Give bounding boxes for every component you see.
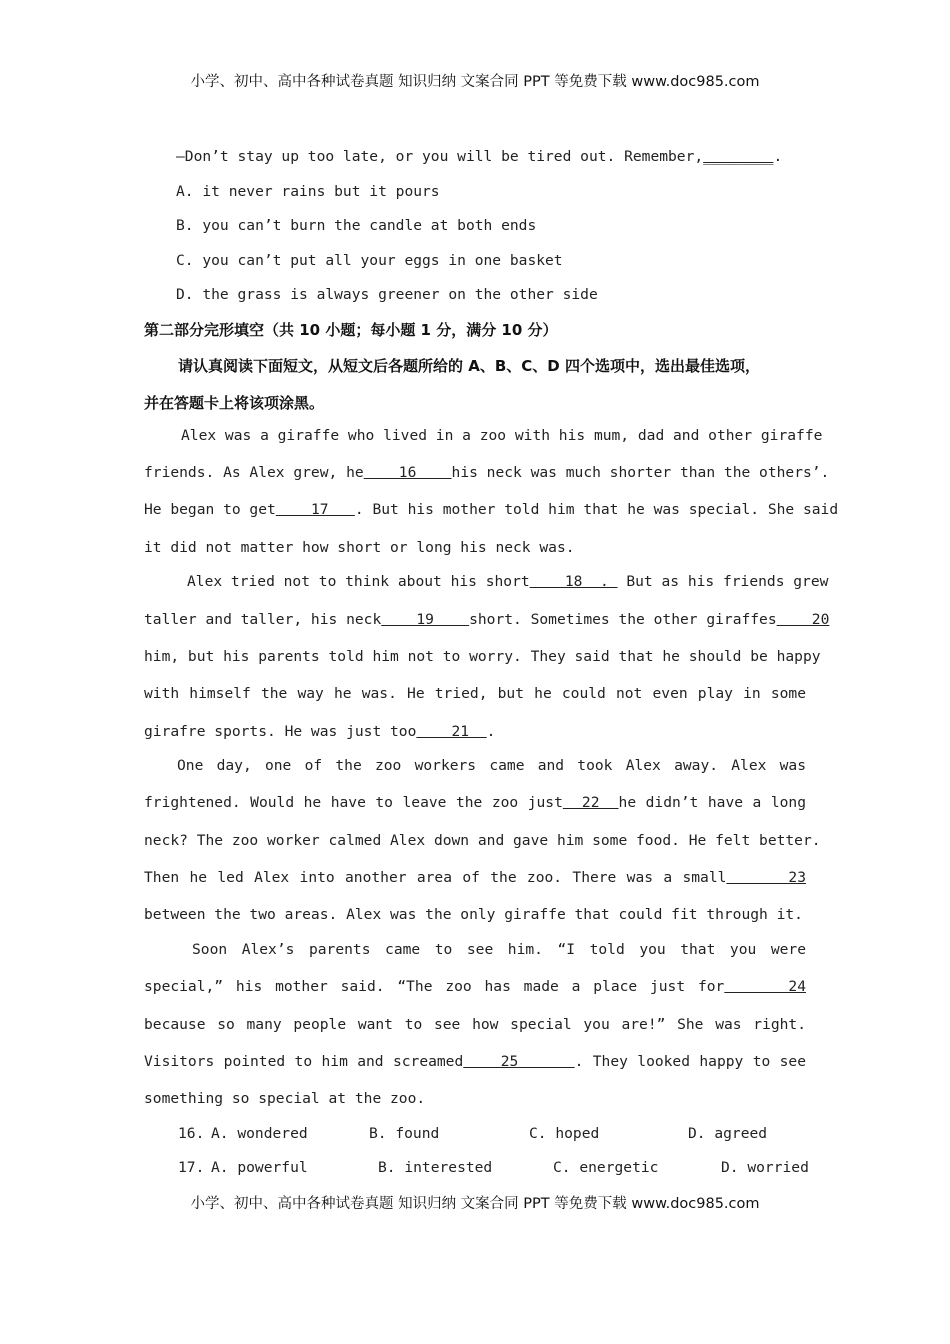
passage-line: because so many people want to see how special you are!” She was right.	[144, 1016, 806, 1033]
q16-option-c: C. hoped	[529, 1125, 600, 1142]
q16-option-a: A. wondered	[211, 1125, 308, 1142]
part2-instruction-line1: 请认真阅读下面短文，从短文后各题所给的 A、B、C、D 四个选项中，选出最佳选项，	[178, 357, 760, 375]
passage-line: taller and taller, his neck 19 short. Sometimes the other giraffes 20	[144, 611, 830, 628]
passage-line: Alex tried not to think about his short 18 . But as his friends grew	[187, 573, 829, 590]
blank-20: 20	[776, 611, 830, 628]
page-footer: 小学、初中、高中各种试卷真题 知识归纳 文案合同 PPT 等免费下载 www.doc985.com	[190, 1196, 760, 1212]
passage-line: friends. As Alex grew, he 16 his neck was much shorter than the others’.	[144, 464, 830, 481]
q17-option-d: D. worried	[721, 1159, 809, 1176]
q15-option-d: D. the grass is always greener on the other side	[176, 286, 598, 303]
passage-line: Then he led Alex into another area of the zoo. There was a small 23	[144, 869, 806, 886]
q15-stem-text: —Don’t stay up too late, or you will be tired out. Remember,	[176, 148, 704, 165]
blank-16: 16	[363, 464, 452, 481]
blank-18: 18 .	[529, 573, 618, 590]
passage-line: it did not matter how short or long his neck was.	[144, 539, 575, 556]
passage-line: girafre sports. He was just too 21 .	[144, 723, 496, 740]
q15-blank: ________	[703, 148, 774, 165]
passage-line: Alex was a giraffe who lived in a zoo with his mum, dad and other giraffe	[181, 427, 823, 444]
blank-25: 25	[463, 1053, 575, 1070]
passage-line: between the two areas. Alex was the only giraffe that could fit through it.	[144, 906, 803, 923]
blank-17: 17	[275, 501, 355, 518]
blank-21: 21	[416, 723, 487, 740]
passage-line: frightened. Would he have to leave the zoo just 22 he didn’t have a long	[144, 794, 806, 811]
q17-option-a: A. powerful	[211, 1159, 308, 1176]
passage-line: something so special at the zoo.	[144, 1090, 426, 1107]
q15-option-c: C. you can’t put all your eggs in one basket	[176, 252, 563, 269]
blank-23: 23	[726, 869, 806, 886]
passage-line: Visitors pointed to him and screamed 25 . They looked happy to see	[144, 1053, 806, 1070]
passage-line: He began to get 17 . But his mother told him that he was special. She said	[144, 501, 839, 518]
part2-title: 第二部分完形填空（共 10 小题；每小题 1 分，满分 10 分）	[144, 321, 558, 339]
question-number-17: 17.	[178, 1159, 205, 1176]
passage-line: special,” his mother said. “The zoo has made a place just for 24	[144, 978, 806, 995]
q15-option-b: B. you can’t burn the candle at both ends	[176, 217, 537, 234]
passage-line: Soon Alex’s parents came to see him. “I told you that you were	[192, 941, 806, 958]
q15-stem-end: .	[773, 148, 783, 165]
question-number-16: 16.	[178, 1125, 205, 1142]
q16-option-b: B. found	[369, 1125, 440, 1142]
passage-line: neck? The zoo worker calmed Alex down and gave him some food. He felt better.	[144, 832, 821, 849]
passage-line: One day, one of the zoo workers came and took Alex away. Alex was	[177, 757, 806, 774]
q17-option-c: C. energetic	[553, 1159, 659, 1176]
page-header: 小学、初中、高中各种试卷真题 知识归纳 文案合同 PPT 等免费下载 www.doc985.com	[190, 74, 760, 90]
q15-stem	[176, 148, 782, 165]
passage-line: with himself the way he was. He tried, but he could not even play in some	[144, 685, 806, 702]
q15-option-a: A. it never rains but it pours	[176, 183, 440, 200]
blank-19: 19	[381, 611, 470, 628]
passage-line: him, but his parents told him not to worry. They said that he should be happy	[144, 648, 821, 665]
blank-24: 24	[724, 978, 806, 995]
q16-option-d: D. agreed	[688, 1125, 768, 1142]
part2-instruction-line2: 并在答题卡上将该项涂黑。	[144, 394, 325, 412]
blank-22: 22	[562, 794, 619, 811]
q17-option-b: B. interested	[378, 1159, 493, 1176]
